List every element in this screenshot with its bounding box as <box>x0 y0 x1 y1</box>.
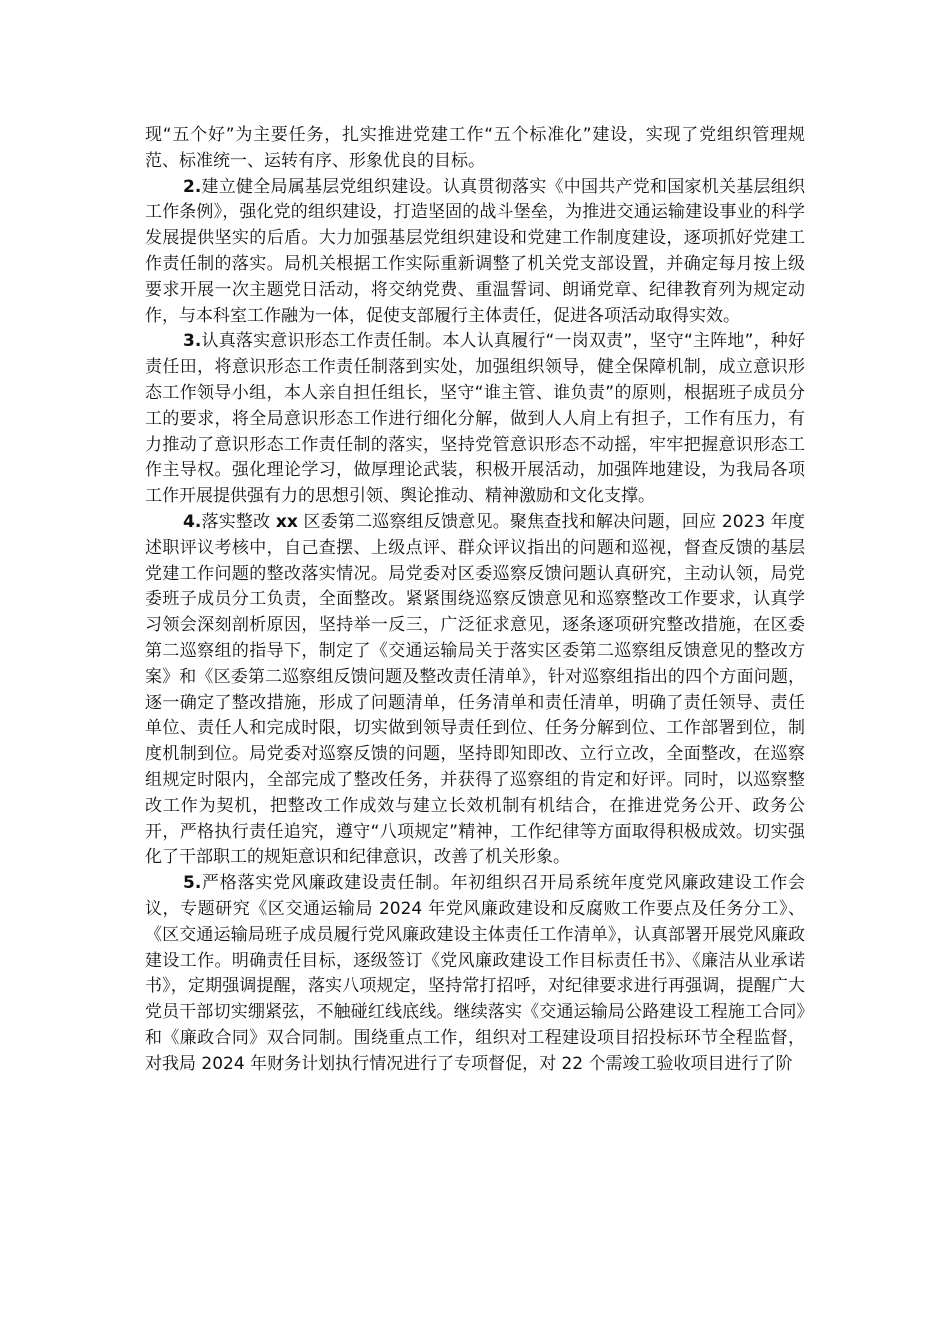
item-text: 区委第二巡察组反馈意见。聚焦查找和解决问题，回应 2023 年度述职评议考核中，自己查摆、上级点评、群众评议指出的问题和巡视，督查反馈的基层党建工作问题的整改落实情况。局党委对区委巡察反馈问题认真研究，主动认领，局党委班子成员分工负责，全面整改。紧紧围绕巡察反馈意见和巡察整改工作要求，认真学习领会深刻剖析原因，坚持举一反三，广泛征求意见，逐条逐项研究整改措施，在区委第二巡察组的指导下，制定了《交通运输局关于落实区委第二巡察组反馈意见的整改方案》和《区委第二巡察组反馈问题及整改责任清单》，针对巡察组指出的四个方面问题，逐一确定了整改措施，形成了问题清单，任务清单和责任清单，明确了责任领导、责任单位、责任人和完成时限，切实做到领导责任到位、任务分解到位、工作部署到位，制度机制到位。局党委对巡察反馈的问题，坚持即知即改、立行立改，全面整改，在巡察组规定时限内，全部完成了整改任务，并获得了巡察组的肯定和好评。同时，以巡察整改工作为契机，把整改工作成效与建立长效机制有机结合，在推进党务公开、政务公开，严格执行责任追究，遵守“八项规定”精神，工作纪律等方面取得积极成效。切实强化了干部职工的规矩意识和纪律意识，改善了机关形象。 <box>145 511 805 868</box>
item-text: 严格落实党风廉政建设责任制。年初组织召开局系统年度党风廉政建设工作会议，专题研究《区交通运输局 2024 年党风廉政建设和反腐败工作要点及任务分工》、《区交通运输局班子成员履行党风廉政建设主体责任工作清单》，认真部署开展党风廉政建设工作。明确责任目标，逐级签订《党风廉政建设工作目标责任书》、《廉洁从业承诺书》，定期强调提醒，落实八项规定，坚持常打招呼，对纪律要求进行再强调，提醒广大党员干部切实绷紧弦，不触碰红线底线。继续落实《交通运输局公路建设工程施工合同》和《廉政合同》双合同制。围绕重点工作，组织对工程建设项目招投标环节全程监督，对我局 2024 年财务计划执行情况进行了专项督促，对 22 个需竣工验收项目进行了阶 <box>145 873 805 1074</box>
item-text: 认真落实意识形态工作责任制。本人认真履行“一岗双责”，坚守“主阵地”，种好责任田，将意识形态工作责任制落到实处，加强组织领导，健全保障机制，成立意识形态工作领导小组，本人亲自担任组长，坚守“谁主管、谁负责”的原则，根据班子成员分工的要求，将全局意识形态工作进行细化分解，做到人人肩上有担子，工作有压力，有力推动了意识形态工作责任制的落实，坚持党管意识形态不动摇，牢牢把握意识形态工作主导权。强化理论学习，做厚理论武装，积极开展活动，加强阵地建设，为我局各项工作开展提供强有力的思想引领、舆论推动、精神激励和文化支撑。 <box>145 331 805 507</box>
item-text-bold: xx <box>275 511 298 532</box>
item-paragraph-3 <box>145 329 805 510</box>
item-number: 5. <box>183 873 202 894</box>
item-text-lead: 落实整改 <box>201 511 276 532</box>
item-paragraph-5 <box>145 871 805 1077</box>
item-paragraph-4 <box>145 510 805 871</box>
item-number: 3. <box>183 331 202 352</box>
item-paragraph-2 <box>145 175 805 330</box>
document-page <box>145 123 805 1077</box>
item-text: 建立健全局属基层党组织建设。认真贯彻落实《中国共产党和国家机关基层组织工作条例》，强化党的组织建设，打造坚固的战斗堡垒，为推进交通运输建设事业的科学发展提供坚实的后盾。大力加强基层党组织建设和党建工作制度建设，逐项抓好党建工作责任制的落实。局机关根据工作实际重新调整了机关党支部设置，并确定每月按上级要求开展一次主题党日活动，将交纳党费、重温誓词、朗诵党章、纪律教育列为规定动作，与本科室工作融为一体，促使支部履行主体责任，促进各项活动取得实效。 <box>145 176 805 326</box>
item-number: 4. <box>183 511 202 532</box>
intro-paragraph: 现“五个好”为主要任务，扎实推进党建工作“五个标准化”建设，实现了党组织管理规范、标准统一、运转有序、形象优良的目标。 <box>145 125 805 171</box>
item-number: 2. <box>183 176 202 197</box>
